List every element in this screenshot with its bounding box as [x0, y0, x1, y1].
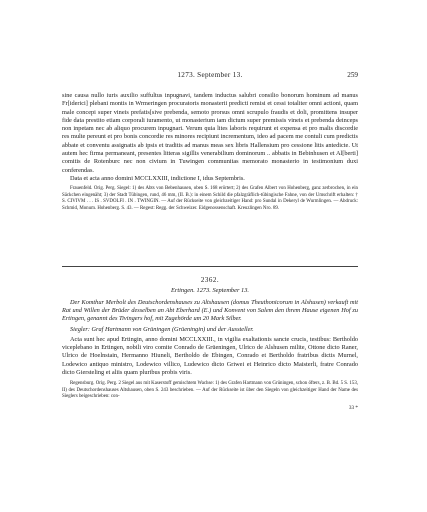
running-header [62, 71, 358, 81]
dating-clause: Data et acta anno domini MCCLXXIII, indictione I, idus Septembris. [70, 174, 245, 182]
page-number: 259 [347, 71, 358, 79]
sealer-line: Siegler: Graf Hartmann von Grüningen (Grüeningin) und der Aussteller. [70, 326, 254, 333]
signature-mark: 33 * [348, 405, 358, 411]
document-body [62, 92, 358, 213]
document-abstract: Der Komthur Merbolt des Deutschordenshauses zu Altshausen (domus Theuthonicorum in Alshusen) verkauft mit Rat und Willen der Brüder desselben an Abt Eberhard (E.) und Konvent von Salem den ihrem Hause eigenen Hof zu Ertingen, genannt des Tivingers hof, mit Zugehörde um 20 Mark Silber. [62, 299, 358, 323]
section-divider [62, 266, 358, 267]
footnote: Frauenfeld. Orig. Perg. Siegel: 1) des Abts von Bebenhausen, oben S. 168 erörtert; 2) des Grafen Albert von Hohenberg, ganz zerbrochen, in ein Säckchen eingenäht; 3) der Stadt Tübingen, rund, 46 mm, (II. B.): in einem Schild die pfalzgräflich-tübingische Fahne, von der Umschrift erhalten: † S. CIVIVM . . . IS . SVDOLFI . IN . TWINGIN. — Auf der Rückseite von gleichzeitiger Hand: pro Sundal in Dekeryl de Wurmlingen. — Abdruck: Schmid, Monum. Hohenberg. S. 43. — Regest: Regg. der Schweizer. Eidgenossenschaft. Kreuzlingen Nro. 89. [62, 186, 358, 212]
footnote: Regensburg. Orig. Perg. 2 Siegel aus mit Kaserstoff gemischtem Wachse: 1) des Grafen Hartmann von Grüningen, schon öfters, z. B. Bd. 5 S. 153, II) des Deutschordenshauses Altshausen, oben S. 243 beschrieben. — Auf der Rückseite ist über den Siegeln von gleichzeitiger Hand der Name des Sieglers beigeschrieben: con- [62, 381, 358, 400]
document-page [62, 0, 358, 512]
document-number: 2362. [200, 276, 220, 284]
footnote-block [62, 381, 358, 401]
body-paragraph: sine causa nullo iuris auxilio suffultus inpugnavi, tandem inductus salubri consilio bonorum hominum ad manus Fr[iderici] plebani montis in Wrmeringen procuratoris monasterii predicti remisi et cessi totaliter omni actioni, quam male concepi super vineis prefatis[sive prebenda, semoto prorsus omni scrupulo fraudis et doli, promittens insuper fide data prestito etiam corporali iuramento, ut monasterium iam dictum super premissis vineis et prebenda deinceps non inpetam nec ab aliquo procurem inpugnari. Verum quia lites laboris requirunt et expensa et pro malis discordie res multe pereunt et pro bonis concordie res minores recipiunt incrementum, ideo ad pacem me contuli cum predictis abbate et conventu assignatis ab ipsis et traditis ad manus meas sex libris Hallensium pro cessione litis antedicte. Ut autem hec firma permaneant, presentes litteras sigillis venerabilium dominorum .. abbatis in Bebinhusen et Al[berti] comitis de Rotenburc nec non civium in Tuwingen communitas memorato monasterio in testimonium duxi conferendas. [62, 92, 358, 174]
place-date: Ertingen. 1273. September 13. [170, 287, 250, 294]
running-head: 1273. September 13. [177, 71, 243, 79]
document-text: Acta sunt hec apud Ertingin, anno domini MCCLXXIII., in vigilia exaltationis sancte crucis, testibus: Bertholdo viceplebano in Ertingen, nobili viro comite Conrado de Grüeningen, Ulrico de Alshusen milite, Ottone dicto Raner, Ulrico de Hoelnstain, Hermanno Hiuneli, Bertholdo de Ebingen, Conrado et Bertholdo fratribus dictis Murnel, Lodewico antiquo ministro, Lodewico villico, Ludewico dicto Griwei et Heinrico dicto Maisterli, fratre Conrado dicto Giersteling et aliis quam pluribus probis viris. [62, 336, 358, 376]
